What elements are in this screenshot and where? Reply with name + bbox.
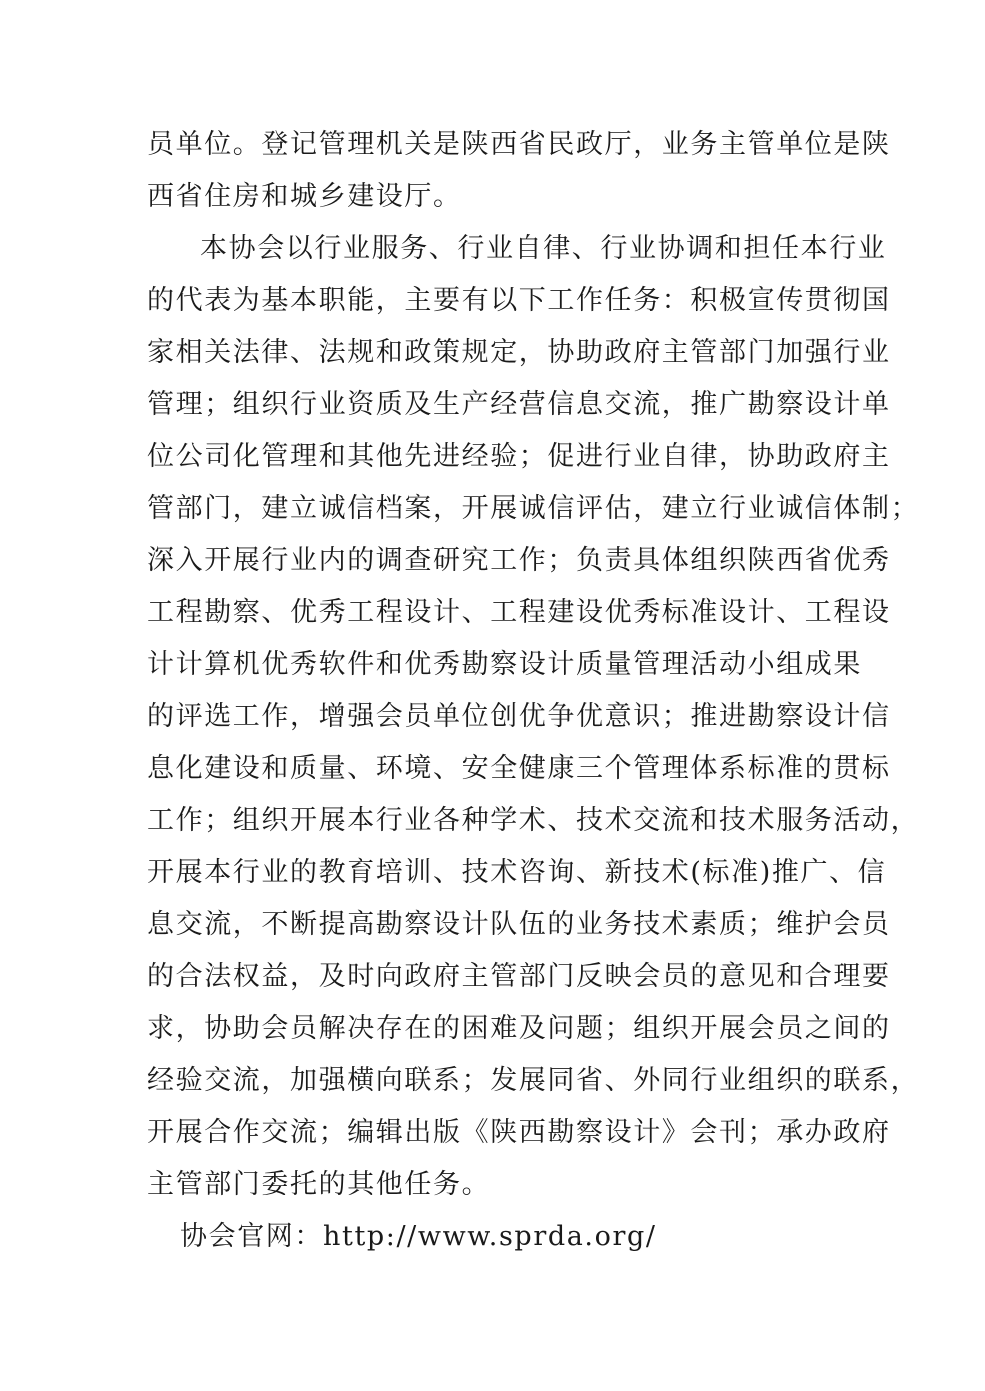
text-line: 开展合作交流；编辑出版《陕西勘察设计》会刊；承办政府	[147, 1117, 891, 1148]
text-line: 管理；组织行业资质及生产经营信息交流，推广勘察设计单	[147, 389, 891, 420]
text-line: 管部门，建立诚信档案，开展诚信评估，建立行业诚信体制；	[147, 493, 920, 524]
text-line: 息化建设和质量、环境、安全健康三个管理体系标准的贯标	[147, 753, 891, 784]
text-line: 本协会以行业服务、行业自律、行业协调和担任本行业	[200, 233, 887, 264]
text-line: 家相关法律、法规和政策规定，协助政府主管部门加强行业	[147, 337, 891, 368]
text-line: 主管部门委托的其他任务。	[147, 1169, 491, 1200]
text-line: 工作；组织开展本行业各种学术、技术交流和技术服务活动，	[147, 805, 920, 836]
text-line: 深入开展行业内的调查研究工作；负责具体组织陕西省优秀	[147, 545, 891, 576]
text-line: 位公司化管理和其他先进经验；促进行业自律，协助政府主	[147, 441, 891, 472]
website-line: 协会官网：http://www.sprda.org/	[180, 1221, 657, 1252]
text-line: 的合法权益，及时向政府主管部门反映会员的意见和合理要	[147, 961, 891, 992]
text-line: 员单位。登记管理机关是陕西省民政厅，业务主管单位是陕	[147, 129, 891, 160]
text-line: 计计算机优秀软件和优秀勘察设计质量管理活动小组成果	[147, 649, 862, 680]
text-line: 西省住房和城乡建设厅。	[147, 181, 462, 212]
text-line: 的代表为基本职能，主要有以下工作任务：积极宣传贯彻国	[147, 285, 891, 316]
text-line: 经验交流，加强横向联系；发展同省、外同行业组织的联系，	[147, 1065, 920, 1096]
text-line: 的评选工作，增强会员单位创优争优意识；推进勘察设计信	[147, 701, 891, 732]
text-line: 息交流，不断提高勘察设计队伍的业务技术素质；维护会员	[147, 909, 891, 940]
text-line: 工程勘察、优秀工程设计、工程建设优秀标准设计、工程设	[147, 597, 891, 628]
text-line: 开展本行业的教育培训、技术咨询、新技术(标准)推广、信	[147, 857, 887, 888]
text-line: 求，协助会员解决存在的困难及问题；组织开展会员之间的	[147, 1013, 891, 1044]
